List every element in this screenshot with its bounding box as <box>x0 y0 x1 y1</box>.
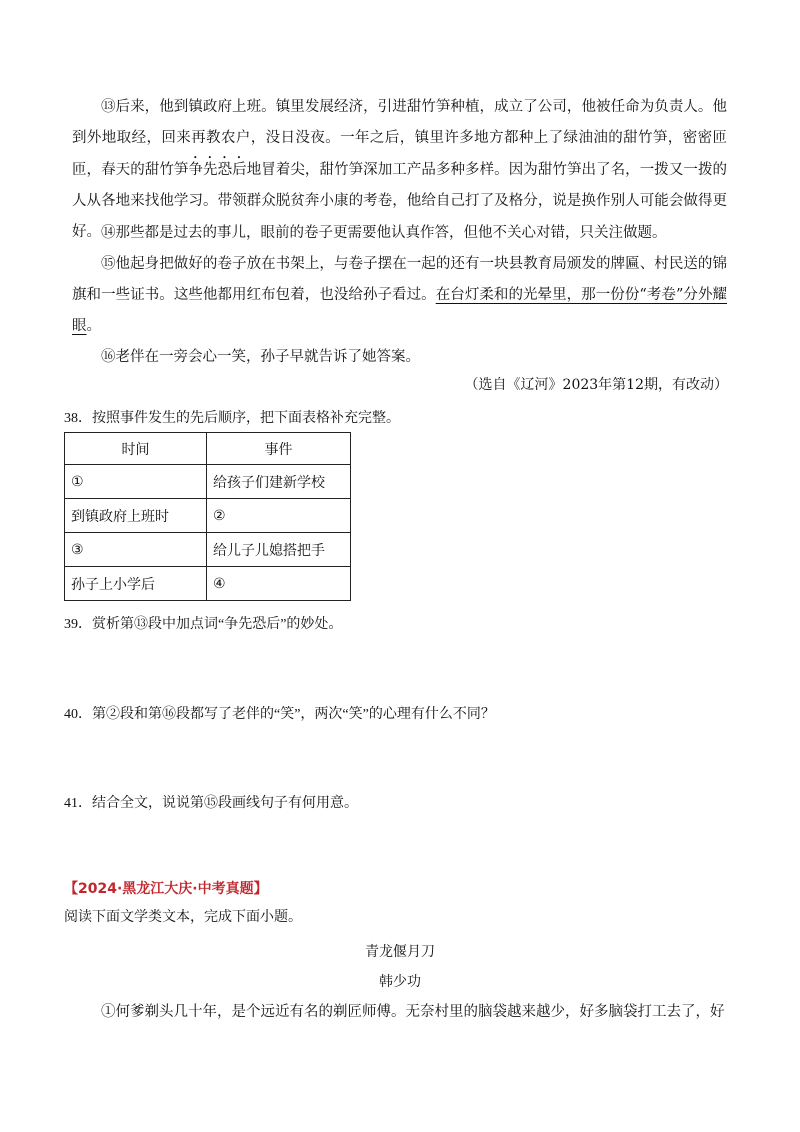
table-row <box>65 465 351 499</box>
table-header-row <box>65 433 351 465</box>
paragraph-14: ⑭那些都是过去的事儿，眼前的卷子更需要他认真作答，但他不关心对错，只关注做题。 <box>101 225 667 241</box>
table-row <box>65 533 351 567</box>
article-author: 韩少功 <box>379 974 421 990</box>
question-38: 38．按照事件发生的先后顺序，把下面表格补充完整。 <box>64 411 400 426</box>
table-cell: ④ <box>207 567 351 601</box>
table-cell: 孙子上小学后 <box>65 567 207 601</box>
paragraph-13-text: ⑬后来，他到镇政府上班。镇里发展经济，引进甜竹笋种植，成立了公司，他被任命为负责人。他到外地取经，回来再教农户，没日没夜。一年之后，镇里许多地方都种上了绿油油的甜竹笋，密密匝匝，春天的甜竹笋 <box>72 99 727 178</box>
article-title: 青龙偃月刀 <box>365 944 435 960</box>
question-39: 39．赏析第⑬段中加点词“争先恐后”的妙处。 <box>64 617 343 632</box>
reading-instruction: 阅读下面文学类文本，完成下面小题。 <box>64 910 302 925</box>
underlined-sentence: 在台灯柔和的光晕里，那一份份“考卷”分外耀眼 <box>72 287 728 334</box>
table-cell: 给孩子们建新学校 <box>207 465 351 499</box>
table-cell: 给儿子儿媳搭把手 <box>207 533 351 567</box>
paragraph-15-text: ⑮他起身把做好的卷子放在书架上，与卷子摆在一起的还有一块县教育局颁发的牌匾、村民送的锦旗和一些证书。这些他都用红布包着，也没给孙子看过。 <box>72 256 727 303</box>
table-header-event: 事件 <box>207 433 351 465</box>
paragraph-15-end: 。 <box>86 318 101 334</box>
table-row <box>65 499 351 533</box>
source-citation: （选自《辽河》2023年第12期，有改动） <box>464 377 728 393</box>
table-header-time: 时间 <box>65 433 207 465</box>
dotted-word: 争先恐后 <box>188 162 247 178</box>
table-cell: ② <box>207 499 351 533</box>
table-cell: 到镇政府上班时 <box>65 499 207 533</box>
paragraph-15 <box>72 249 727 342</box>
table-row <box>65 567 351 601</box>
exam-source-tag: 【2024·黑龙江大庆·中考真题】 <box>64 881 268 897</box>
question-41: 41．结合全文，说说第⑮段画线句子有何用意。 <box>64 796 358 811</box>
table-cell: ① <box>65 465 207 499</box>
question-40: 40．第②段和第⑯段都写了老伴的“笑”，两次“笑”的心理有什么不同？ <box>64 707 495 722</box>
table-cell: ③ <box>65 533 207 567</box>
paragraph-16: ⑯老伴在一旁会心一笑，孙子早就告诉了她答案。 <box>101 349 420 365</box>
event-table <box>64 432 351 601</box>
paragraph-13-text-cont: 地冒着尖，甜竹笋深加工产品多种多样。因为甜竹笋出了名，一拨又一拨的人从各地来找他学习。带领群众脱贫奔小康的考卷，他给自己打了及格分，说是换作别人可能会做得更好。 <box>72 162 728 240</box>
article-paragraph-1: ①何爹剃头几十年，是个远近有名的剃匠师傅。无奈村里的脑袋越来越少，好多脑袋打工去了，好 <box>101 1004 725 1020</box>
